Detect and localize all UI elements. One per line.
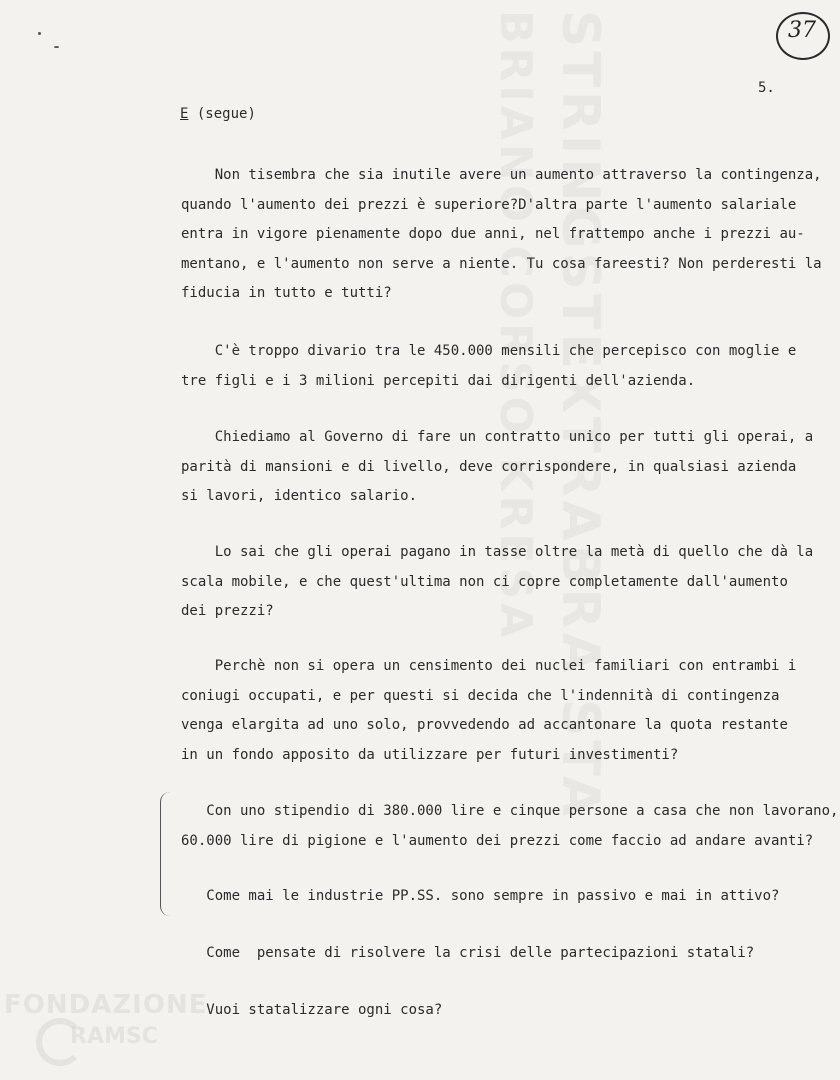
paragraph: Con uno stipendio di 380.000 lire e cinque persone a casa che non lavorano, 60.000 lire di pigione e l'aumento dei prezzi come faccio ad andare avanti?	[181, 803, 839, 849]
fondazione-logo	[0, 990, 208, 1070]
section-heading	[180, 106, 256, 122]
section-suffix: (segue)	[196, 106, 256, 122]
paragraph: Come mai le industrie PP.SS. sono sempre in passivo e mai in attivo?	[181, 888, 780, 904]
paragraph: Lo sai che gli operai pagano in tasse oltre la metà di quello che dà la scala mobile, e che quest'ultima non ci copre completamente dall'aumento dei prezzi?	[181, 544, 814, 619]
archive-number: 37	[788, 18, 816, 43]
section-letter: E	[180, 106, 189, 122]
handwritten-margin-bracket	[160, 792, 171, 916]
paragraph: Come pensate di risolvere la crisi delle partecipazioni statali?	[181, 945, 755, 961]
scan-speck	[38, 32, 41, 35]
paragraph: Vuoi statalizzare ogni cosa?	[181, 1002, 443, 1018]
paragraph: C'è troppo divario tra le 450.000 mensili che percepisco con moglie e tre figli e i 3 milioni percepiti dai dirigenti dell'azienda.	[181, 343, 797, 389]
scan-speck	[54, 46, 59, 48]
logo-text: RAMSC	[70, 1024, 158, 1049]
logo-text: FONDAZIONE	[4, 990, 208, 1020]
paragraph: Chiediamo al Governo di fare un contratto unico per tutti gli operai, a parità di mansioni e di livello, deve corrispondere, in qualsiasi azienda si lavori, identico salario.	[181, 429, 814, 504]
watermark-line: STRINGSTEXTRABRA STA	[550, 10, 610, 820]
paragraph: Non tisembra che sia inutile avere un aumento attraverso la contingenza, quando l'aumento dei prezzi è superiore?D'altra parte l'aumento salariale entra in vigore pienamente dopo due anni, nel frattempo anche i prezzi au- mentano, e l'aumento non serve a niente. Tu cosa fareesti? Non perderesti la fiducia in tutto e tutti?	[181, 167, 822, 301]
watermark-line: BRIANO CORSO KRESA	[490, 10, 541, 642]
logo-g-icon	[36, 1018, 84, 1066]
page-number: 5.	[758, 80, 775, 96]
paragraph: Perchè non si opera un censimento dei nuclei familiari con entrambi i coniugi occupati, e per questi si decida che l'indennità di contingenza venga elargita ad uno solo, provvedendo ad accantonare la quota restante in un fondo apposito da utilizzare per futuri investimenti?	[181, 658, 797, 763]
